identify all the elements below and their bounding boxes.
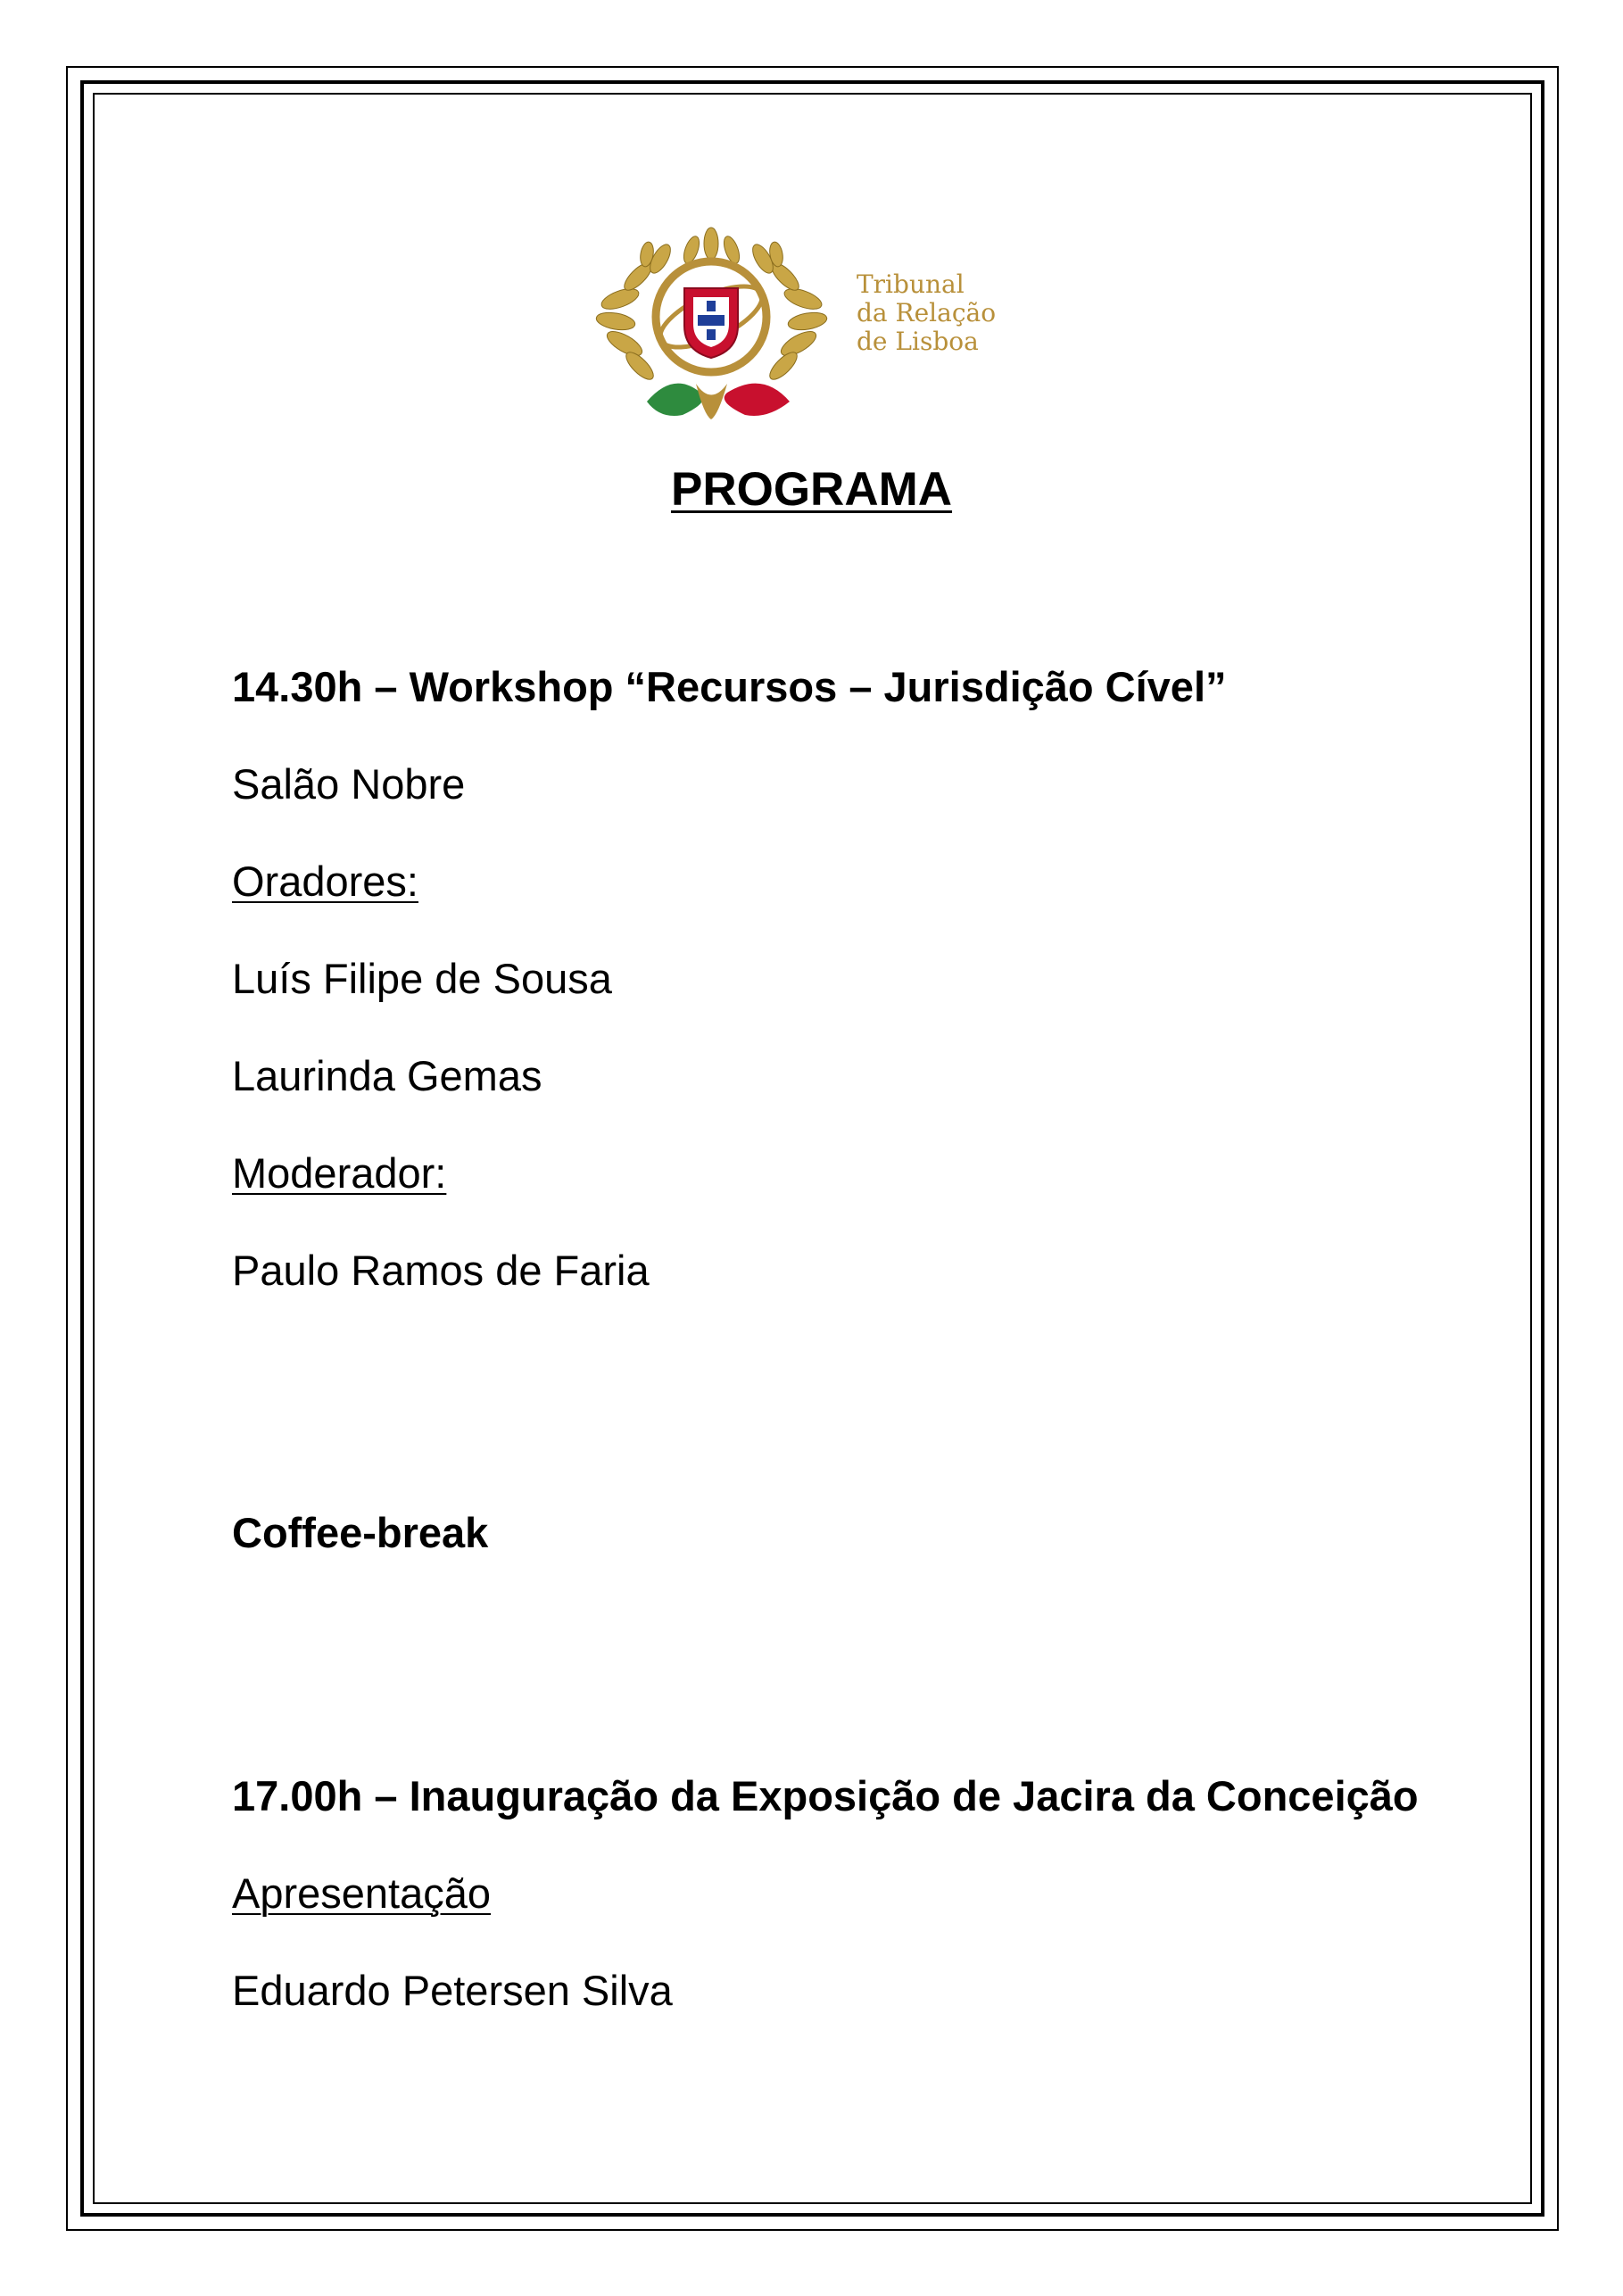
coat-of-arms-icon <box>584 201 852 431</box>
session2-heading: 17.00h – Inauguração da Exposição de Jacira da Conceição <box>232 1772 1419 1819</box>
moderator-label: Moderador: <box>232 1149 447 1197</box>
logo-line-1: Tribunal <box>857 269 965 299</box>
speaker-2: Laurinda Gemas <box>232 1052 542 1099</box>
logo-line-3: de Lisboa <box>857 327 979 356</box>
presentation-label: Apresentação <box>232 1869 492 1917</box>
speakers-label: Oradores: <box>232 858 418 905</box>
logo-line-2: da Relação <box>857 298 997 327</box>
coffee-break: Coffee-break <box>232 1509 489 1556</box>
presenter-name: Eduardo Petersen Silva <box>232 1967 673 2014</box>
speaker-1: Luís Filipe de Sousa <box>232 955 612 1002</box>
session1-heading: 14.30h – Workshop “Recursos – Jurisdição Cível” <box>232 663 1227 710</box>
court-logo-text <box>857 270 1035 356</box>
session1-venue: Salão Nobre <box>232 760 466 808</box>
page-title: PROGRAMA <box>670 463 953 516</box>
moderator-name: Paulo Ramos de Faria <box>232 1247 650 1294</box>
